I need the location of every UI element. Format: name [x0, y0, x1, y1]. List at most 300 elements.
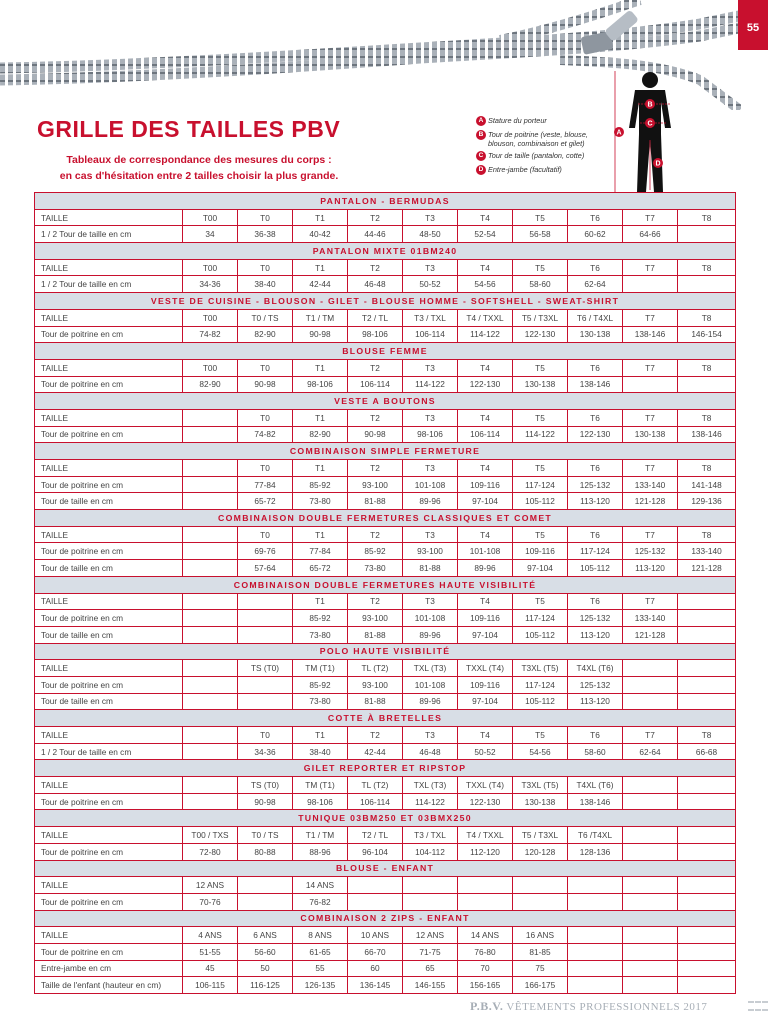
footer-brand: P.B.V.: [470, 999, 504, 1013]
size-cell: 93-100: [403, 543, 458, 560]
size-cell: [183, 493, 238, 510]
size-cell: 42-44: [348, 743, 403, 760]
row-label: TAILLE: [35, 309, 183, 326]
size-cell: 98-106: [348, 326, 403, 343]
size-cell: 113-120: [568, 493, 623, 510]
size-cell: [183, 409, 238, 426]
size-cell: 38-40: [293, 743, 348, 760]
section-header: [35, 243, 736, 260]
row-label: TAILLE: [35, 526, 183, 543]
table-row: [35, 960, 736, 977]
size-cell: 73-80: [293, 626, 348, 643]
size-cell: T0: [238, 259, 293, 276]
size-cell: 166-175: [513, 977, 568, 994]
size-cell: TM (T1): [293, 660, 348, 677]
size-cell: T1 / TM: [293, 827, 348, 844]
table-row: [35, 543, 736, 560]
size-cell: 120-128: [513, 843, 568, 860]
size-cell: [183, 543, 238, 560]
size-cell: T3: [403, 460, 458, 477]
section-header: [35, 293, 736, 310]
size-cell: T6: [568, 259, 623, 276]
section-header: [35, 910, 736, 927]
size-cell: 136-145: [348, 977, 403, 994]
table-row: [35, 927, 736, 944]
size-cell: T1: [293, 727, 348, 744]
table-row: [35, 359, 736, 376]
size-cell: 106-114: [348, 376, 403, 393]
size-cell: [403, 877, 458, 894]
size-cell: [623, 693, 678, 710]
size-cell: 76-82: [293, 893, 348, 910]
size-cell: 46-48: [403, 743, 458, 760]
size-cell: T2 / TL: [348, 309, 403, 326]
size-cell: [238, 593, 293, 610]
size-cell: [623, 960, 678, 977]
section-title: COMBINAISON DOUBLE FERMETURES CLASSIQUES ET COMET: [35, 510, 736, 527]
figure-badge: C: [647, 120, 653, 128]
size-cell: [348, 877, 403, 894]
size-cell: 113-120: [623, 560, 678, 577]
size-cell: 93-100: [348, 676, 403, 693]
section-header: [35, 576, 736, 593]
row-label: Tour de poitrine en cm: [35, 426, 183, 443]
size-cell: 121-128: [623, 493, 678, 510]
size-cell: [568, 977, 623, 994]
size-cell: 97-104: [458, 493, 513, 510]
table-row: [35, 476, 736, 493]
size-cell: T00: [183, 259, 238, 276]
size-cell: 85-92: [293, 676, 348, 693]
table-row: [35, 676, 736, 693]
size-cell: 81-88: [403, 560, 458, 577]
size-cell: [183, 610, 238, 627]
size-cell: 109-116: [458, 476, 513, 493]
table-row: [35, 259, 736, 276]
size-cell: 88-96: [293, 843, 348, 860]
size-cell: T0: [238, 209, 293, 226]
section-title: GILET REPORTER ET RIPSTOP: [35, 760, 736, 777]
row-label: TAILLE: [35, 209, 183, 226]
row-label: TAILLE: [35, 827, 183, 844]
size-cell: 71-75: [403, 943, 458, 960]
table-row: [35, 693, 736, 710]
size-cell: [678, 843, 736, 860]
subtitle-line: en cas d'hésitation entre 2 tailles choisir la plus grande.: [59, 170, 339, 182]
size-cell: 10 ANS: [348, 927, 403, 944]
size-cell: [678, 376, 736, 393]
size-cell: 42-44: [293, 276, 348, 293]
table-row: [35, 493, 736, 510]
size-cell: [348, 893, 403, 910]
size-cell: [513, 877, 568, 894]
size-cell: T0: [238, 409, 293, 426]
size-cell: T0: [238, 526, 293, 543]
legend-item: [476, 151, 616, 161]
legend-badge: C: [476, 151, 486, 161]
size-cell: 97-104: [458, 626, 513, 643]
size-cell: 93-100: [348, 476, 403, 493]
size-cell: TXXL (T4): [458, 777, 513, 794]
size-cell: [238, 626, 293, 643]
size-cell: 65: [403, 960, 458, 977]
size-cell: 90-98: [348, 426, 403, 443]
section-title: PANTALON - BERMUDAS: [35, 193, 736, 210]
size-cell: TXXL (T4): [458, 660, 513, 677]
size-cell: 130-138: [513, 793, 568, 810]
section-title: BLOUSE FEMME: [35, 343, 736, 360]
row-label: TAILLE: [35, 927, 183, 944]
section-title: VESTE A BOUTONS: [35, 393, 736, 410]
size-cell: T7: [623, 309, 678, 326]
size-cell: 112-120: [458, 843, 513, 860]
size-cell: 156-165: [458, 977, 513, 994]
size-cell: T4: [458, 209, 513, 226]
size-chart-table: [34, 192, 736, 994]
table-row: [35, 660, 736, 677]
size-cell: [678, 977, 736, 994]
size-cell: 117-124: [513, 610, 568, 627]
size-cell: 105-112: [513, 626, 568, 643]
table-row: [35, 893, 736, 910]
size-cell: T4: [458, 727, 513, 744]
size-cell: 82-90: [238, 326, 293, 343]
section-title: VESTE DE CUISINE - BLOUSON - GILET - BLOUSE HOMME - SOFTSHELL - SWEAT-SHIRT: [35, 293, 736, 310]
size-cell: T0: [238, 727, 293, 744]
size-cell: T8: [678, 359, 736, 376]
size-cell: 62-64: [623, 743, 678, 760]
size-cell: 113-120: [568, 693, 623, 710]
size-cell: 125-132: [623, 543, 678, 560]
section-header: [35, 193, 736, 210]
size-cell: 116-125: [238, 977, 293, 994]
size-cell: 14 ANS: [293, 877, 348, 894]
size-cell: TXL (T3): [403, 777, 458, 794]
size-cell: TM (T1): [293, 777, 348, 794]
size-cell: [623, 660, 678, 677]
size-cell: [458, 893, 513, 910]
size-cell: 12 ANS: [403, 927, 458, 944]
size-cell: 45: [183, 960, 238, 977]
size-cell: 60: [348, 960, 403, 977]
size-cell: 98-106: [403, 426, 458, 443]
size-cell: 138-146: [568, 793, 623, 810]
table-row: [35, 326, 736, 343]
size-cell: 60-62: [568, 226, 623, 243]
size-cell: 117-124: [513, 476, 568, 493]
size-cell: [678, 676, 736, 693]
size-cell: 50: [238, 960, 293, 977]
size-cell: [623, 977, 678, 994]
size-cell: T0: [238, 359, 293, 376]
size-cell: T4: [458, 593, 513, 610]
size-cell: 66-68: [678, 743, 736, 760]
size-cell: 101-108: [403, 476, 458, 493]
size-cell: 97-104: [513, 560, 568, 577]
size-cell: [183, 693, 238, 710]
size-cell: 117-124: [568, 543, 623, 560]
size-cell: [678, 777, 736, 794]
size-cell: 133-140: [623, 610, 678, 627]
legend-badge: D: [476, 165, 486, 175]
size-cell: T3: [403, 359, 458, 376]
section-header: [35, 760, 736, 777]
legend-badge: B: [476, 130, 486, 140]
section-title: COTTE À BRETELLES: [35, 710, 736, 727]
row-label: TAILLE: [35, 777, 183, 794]
size-cell: T4 / TXXL: [458, 309, 513, 326]
size-cell: T1: [293, 526, 348, 543]
row-label: 1 / 2 Tour de taille en cm: [35, 276, 183, 293]
size-cell: 54-56: [513, 743, 568, 760]
size-cell: 8 ANS: [293, 927, 348, 944]
size-cell: [623, 676, 678, 693]
table-row: [35, 626, 736, 643]
figure-badge: A: [616, 129, 622, 137]
section-title: COMBINAISON SIMPLE FERMETURE: [35, 443, 736, 460]
size-cell: 58-60: [513, 276, 568, 293]
size-cell: T6: [568, 593, 623, 610]
section-title: POLO HAUTE VISIBILITÉ: [35, 643, 736, 660]
size-cell: 56-58: [513, 226, 568, 243]
size-cell: T1 / TM: [293, 309, 348, 326]
size-cell: 69-76: [238, 543, 293, 560]
size-cell: [568, 943, 623, 960]
legend-text: Tour de poitrine (veste, blouse, blouson, combinaison et gilet): [488, 129, 588, 148]
size-cell: [183, 660, 238, 677]
size-cell: [568, 927, 623, 944]
size-cell: T7: [623, 259, 678, 276]
size-cell: [183, 777, 238, 794]
size-cell: T3: [403, 209, 458, 226]
size-cell: T4XL (T6): [568, 777, 623, 794]
size-cell: T7: [623, 460, 678, 477]
row-label: Tour de poitrine en cm: [35, 476, 183, 493]
size-cell: T5 / T3XL: [513, 827, 568, 844]
size-cell: 4 ANS: [183, 927, 238, 944]
size-cell: T3XL (T5): [513, 660, 568, 677]
size-cell: T00: [183, 209, 238, 226]
section-header: [35, 510, 736, 527]
row-label: Tour de poitrine en cm: [35, 676, 183, 693]
size-cell: [678, 593, 736, 610]
size-cell: 89-96: [403, 626, 458, 643]
size-cell: 90-98: [293, 326, 348, 343]
size-cell: [623, 893, 678, 910]
size-cell: T0 / TS: [238, 827, 293, 844]
size-cell: [623, 276, 678, 293]
table-row: [35, 526, 736, 543]
size-cell: 74-82: [238, 426, 293, 443]
size-cell: [623, 777, 678, 794]
section-header: [35, 393, 736, 410]
size-cell: 52-54: [458, 226, 513, 243]
size-cell: 104-112: [403, 843, 458, 860]
section-header: [35, 710, 736, 727]
size-cell: [183, 476, 238, 493]
size-cell: T2: [348, 460, 403, 477]
row-label: Tour de poitrine en cm: [35, 376, 183, 393]
row-label: Tour de taille en cm: [35, 693, 183, 710]
size-cell: 98-106: [293, 793, 348, 810]
size-cell: [678, 626, 736, 643]
size-cell: 109-116: [458, 676, 513, 693]
size-cell: T3: [403, 259, 458, 276]
size-cell: T1: [293, 460, 348, 477]
size-cell: T6 / T4XL: [568, 309, 623, 326]
row-label: TAILLE: [35, 259, 183, 276]
size-cell: 54-56: [458, 276, 513, 293]
size-cell: 16 ANS: [513, 927, 568, 944]
size-cell: T7: [623, 526, 678, 543]
size-cell: 106-115: [183, 977, 238, 994]
size-cell: [678, 877, 736, 894]
legend-badge: A: [476, 116, 486, 126]
size-cell: 89-96: [403, 693, 458, 710]
size-cell: [678, 610, 736, 627]
size-cell: 129-136: [678, 493, 736, 510]
section-title: PANTALON MIXTE 01BM240: [35, 243, 736, 260]
size-cell: [183, 676, 238, 693]
size-cell: T2: [348, 409, 403, 426]
section-title: COMBINAISON 2 ZIPS - ENFANT: [35, 910, 736, 927]
person-silhouette-icon: [605, 68, 685, 194]
size-cell: 72-80: [183, 843, 238, 860]
size-cell: 125-132: [568, 676, 623, 693]
row-label: Tour de poitrine en cm: [35, 543, 183, 560]
size-cell: 130-138: [568, 326, 623, 343]
size-cell: T8: [678, 259, 736, 276]
size-cell: T4: [458, 526, 513, 543]
size-cell: T00: [183, 359, 238, 376]
size-cell: T4: [458, 460, 513, 477]
size-cell: T8: [678, 309, 736, 326]
size-cell: T4: [458, 259, 513, 276]
size-cell: 114-122: [458, 326, 513, 343]
size-cell: T5: [513, 593, 568, 610]
size-cell: 85-92: [293, 610, 348, 627]
size-cell: [513, 893, 568, 910]
legend-item: [476, 116, 616, 126]
size-cell: T6: [568, 526, 623, 543]
size-cell: 62-64: [568, 276, 623, 293]
section-header: [35, 343, 736, 360]
size-cell: T3XL (T5): [513, 777, 568, 794]
size-cell: T1: [293, 359, 348, 376]
size-cell: 73-80: [293, 493, 348, 510]
size-cell: 64-66: [623, 226, 678, 243]
size-cell: 130-138: [513, 376, 568, 393]
size-chart-body: [35, 193, 736, 994]
size-cell: T5: [513, 727, 568, 744]
table-row: [35, 226, 736, 243]
figure-badge: D: [655, 160, 661, 168]
size-cell: 89-96: [403, 493, 458, 510]
row-label: 1 / 2 Tour de taille en cm: [35, 226, 183, 243]
row-label: Tour de taille en cm: [35, 626, 183, 643]
row-label: Tour de poitrine en cm: [35, 793, 183, 810]
size-cell: 105-112: [513, 693, 568, 710]
size-cell: 34-36: [183, 276, 238, 293]
table-row: [35, 426, 736, 443]
size-cell: 51-55: [183, 943, 238, 960]
size-cell: 85-92: [348, 543, 403, 560]
size-cell: [183, 426, 238, 443]
row-label: TAILLE: [35, 409, 183, 426]
size-cell: 122-130: [458, 793, 513, 810]
size-cell: 65-72: [238, 493, 293, 510]
size-cell: T4: [458, 409, 513, 426]
size-cell: 114-122: [403, 376, 458, 393]
size-cell: [678, 793, 736, 810]
size-cell: [623, 376, 678, 393]
size-cell: [678, 960, 736, 977]
size-cell: 130-138: [623, 426, 678, 443]
size-cell: T00 / TXS: [183, 827, 238, 844]
table-row: [35, 743, 736, 760]
section-title: BLOUSE - ENFANT: [35, 860, 736, 877]
size-cell: 36-38: [238, 226, 293, 243]
section-header: [35, 443, 736, 460]
measurement-legend: [476, 116, 616, 178]
size-cell: T1: [293, 593, 348, 610]
size-cell: TS (T0): [238, 777, 293, 794]
size-cell: T1: [293, 409, 348, 426]
table-row: [35, 409, 736, 426]
size-cell: TL (T2): [348, 777, 403, 794]
size-cell: 138-146: [678, 426, 736, 443]
size-cell: T7: [623, 359, 678, 376]
table-row: [35, 610, 736, 627]
size-cell: [183, 743, 238, 760]
size-cell: [678, 226, 736, 243]
size-cell: T8: [678, 727, 736, 744]
size-cell: 80-88: [238, 843, 293, 860]
size-cell: 38-40: [238, 276, 293, 293]
size-cell: [623, 793, 678, 810]
size-cell: 146-154: [678, 326, 736, 343]
size-cell: [678, 276, 736, 293]
size-cell: 50-52: [458, 743, 513, 760]
size-cell: 61-65: [293, 943, 348, 960]
table-row: [35, 593, 736, 610]
size-cell: [183, 593, 238, 610]
size-cell: [678, 927, 736, 944]
size-cell: [623, 943, 678, 960]
size-cell: 44-46: [348, 226, 403, 243]
size-cell: 97-104: [458, 693, 513, 710]
size-cell: [623, 927, 678, 944]
size-cell: 113-120: [568, 626, 623, 643]
size-cell: T6 /T4XL: [568, 827, 623, 844]
size-cell: 122-130: [568, 426, 623, 443]
size-cell: 12 ANS: [183, 877, 238, 894]
size-cell: 81-88: [348, 626, 403, 643]
row-label: Tour de taille en cm: [35, 560, 183, 577]
size-cell: 114-122: [513, 426, 568, 443]
size-cell: 70: [458, 960, 513, 977]
size-cell: T6: [568, 409, 623, 426]
size-cell: 128-136: [568, 843, 623, 860]
size-cell: T4: [458, 359, 513, 376]
size-cell: 93-100: [348, 610, 403, 627]
size-cell: T8: [678, 209, 736, 226]
size-cell: T7: [623, 409, 678, 426]
size-cell: T2: [348, 359, 403, 376]
size-cell: 14 ANS: [458, 927, 513, 944]
table-row: [35, 276, 736, 293]
legend-text: Entre-jambe (facultatif): [488, 164, 562, 174]
